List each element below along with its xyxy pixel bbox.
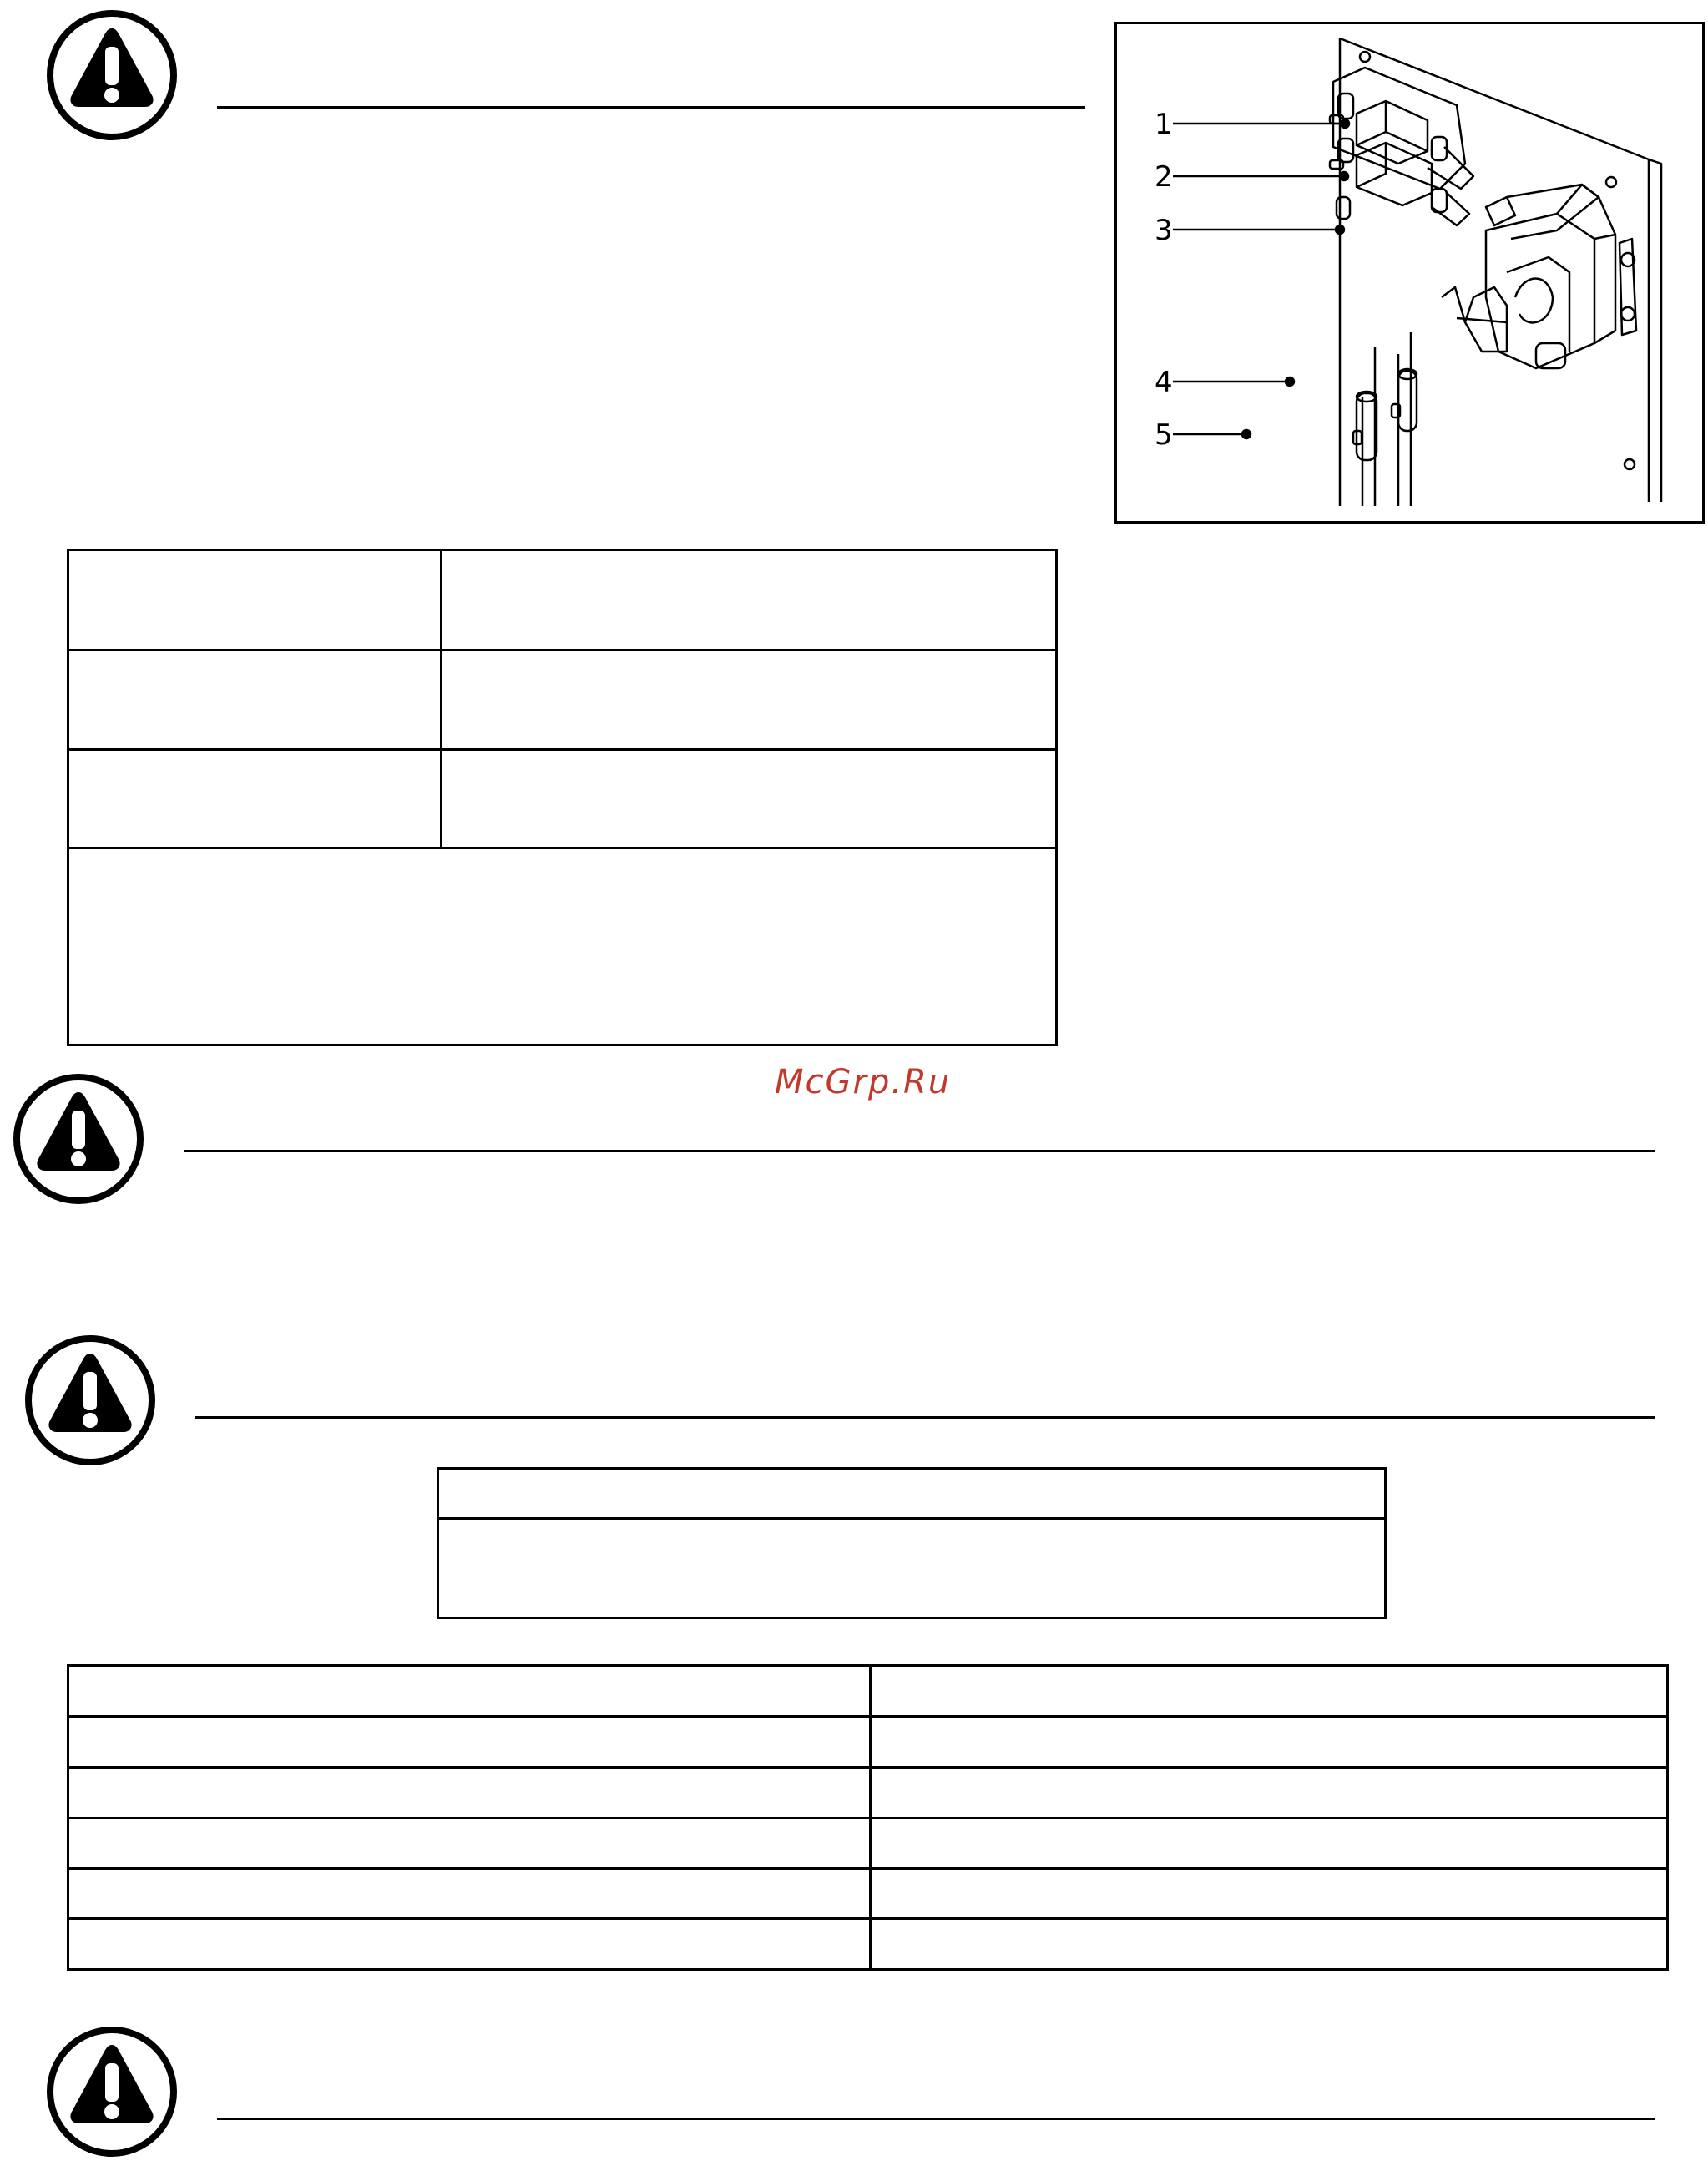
warning-icon <box>22 1332 159 1469</box>
warning-icon <box>43 2023 180 2160</box>
callout-4: 4 <box>1155 366 1173 399</box>
callout-3: 3 <box>1155 214 1173 247</box>
list-table <box>67 1664 1669 1971</box>
spec-table-row-line <box>69 847 1055 849</box>
list-table-row-line <box>69 1917 1666 1920</box>
watermark: McGrp.Ru <box>775 1063 952 1101</box>
component-figure <box>1114 22 1705 524</box>
spec-table-row-line <box>69 649 1055 651</box>
callout-5: 5 <box>1155 418 1173 452</box>
list-table-row-line <box>69 1817 1666 1819</box>
section-rule <box>195 1416 1655 1419</box>
spec-table-row-line <box>69 748 1055 751</box>
callout-2: 2 <box>1155 160 1173 194</box>
notice-table-row-line <box>439 1517 1384 1520</box>
callout-1: 1 <box>1155 108 1173 141</box>
list-table-row-line <box>69 1715 1666 1718</box>
spec-table-divider <box>440 551 442 849</box>
notice-table <box>437 1467 1387 1619</box>
section-rule <box>217 106 1085 109</box>
spec-table <box>67 549 1058 1046</box>
section-rule <box>217 2118 1655 2120</box>
list-table-row-line <box>69 1766 1666 1769</box>
list-table-row-line <box>69 1867 1666 1870</box>
warning-icon <box>43 7 180 144</box>
section-rule <box>184 1150 1655 1152</box>
warning-icon <box>10 1070 147 1207</box>
